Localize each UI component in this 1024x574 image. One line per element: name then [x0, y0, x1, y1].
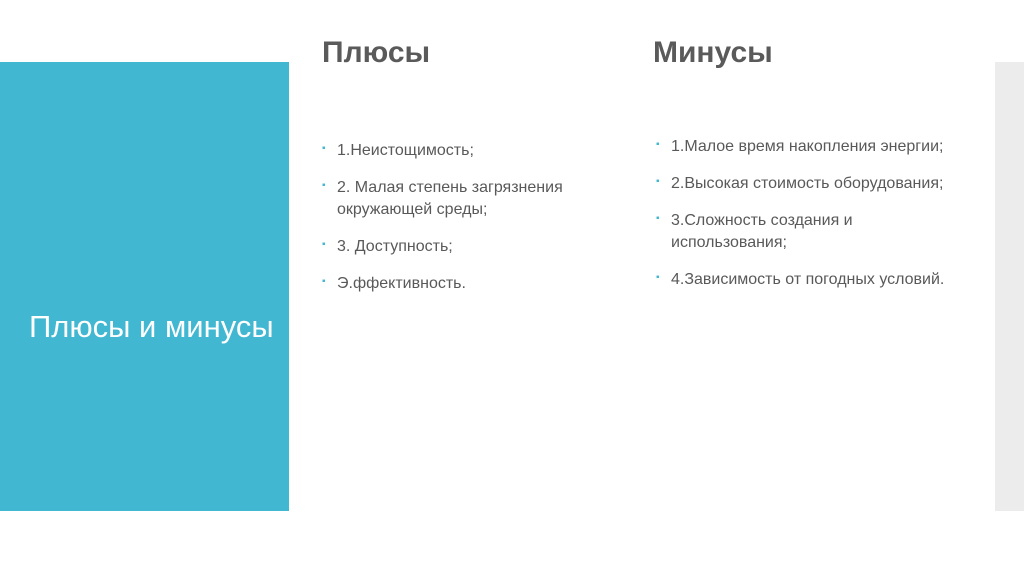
bullet-icon: ▪: [322, 143, 326, 154]
list-item-text: 4.Зависимость от погодных условий.: [671, 271, 945, 288]
list-item: [656, 210, 956, 254]
cons-heading: Минусы: [653, 36, 773, 69]
list-item: [656, 269, 956, 291]
list-item-text: 3. Доступность;: [337, 238, 453, 255]
bullet-icon: ▪: [322, 180, 326, 191]
bullet-icon: ▪: [656, 139, 660, 150]
pros-list: [322, 140, 592, 310]
list-item-text: 2. Малая степень загрязнения окружающей среды;: [337, 179, 563, 218]
list-item-text: Э.ффективность.: [337, 275, 466, 292]
pros-heading: Плюсы: [322, 36, 431, 69]
list-item: [322, 273, 592, 295]
list-item: [656, 173, 956, 195]
list-item-text: 1.Неистощимость;: [337, 142, 474, 159]
cons-list: [656, 136, 956, 306]
bullet-icon: ▪: [656, 176, 660, 187]
list-item: [322, 140, 592, 162]
title-panel: [0, 62, 289, 511]
list-item-text: 3.Сложность создания и использования;: [671, 212, 853, 251]
list-item-text: 1.Малое время накопления энергии;: [671, 138, 944, 155]
slide-title: Плюсы и минусы: [29, 309, 274, 344]
list-item: [322, 236, 592, 258]
list-item: [656, 136, 956, 158]
bullet-icon: ▪: [656, 272, 660, 283]
list-item-text: 2.Высокая стоимость оборудования;: [671, 175, 944, 192]
list-item: [322, 177, 592, 221]
bullet-icon: ▪: [322, 239, 326, 250]
right-decor-strip: [995, 62, 1024, 511]
bullet-icon: ▪: [656, 213, 660, 224]
bullet-icon: ▪: [322, 276, 326, 287]
